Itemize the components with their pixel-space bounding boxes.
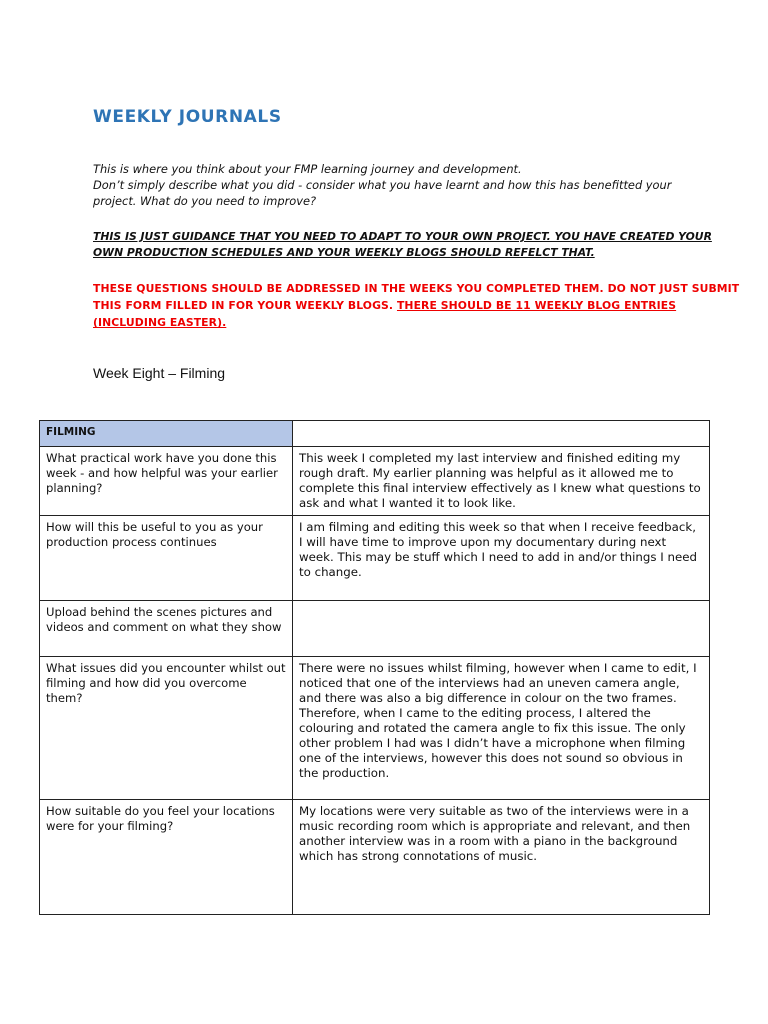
table-header-empty-cell	[293, 421, 710, 447]
table-header-row	[40, 421, 710, 447]
answer-paragraph-2: Therefore, when I came to the editing process, I altered the colouring and rotated the camera angle to fix this issue. The only other problem I had was I didn’t have a microphone when filming one of the interviews, however this does not sound so obvious in the production.	[299, 706, 686, 780]
question-cell: What practical work have you done this week - and how helpful was your earlier planning?	[40, 447, 293, 516]
table-row	[40, 800, 710, 915]
table-row	[40, 447, 710, 516]
intro-line-1: This is where you think about your FMP learning journey and development.	[93, 162, 522, 176]
question-cell: How will this be useful to you as your production process continues	[40, 516, 293, 601]
question-cell: What issues did you encounter whilst out filming and how did you overcome them?	[40, 657, 293, 800]
intro-line-2: Don’t simply describe what you did - consider what you have learnt and how this has benefitted your project. What do you need to improve?	[93, 178, 672, 208]
question-cell: Upload behind the scenes pictures and videos and comment on what they show	[40, 601, 293, 657]
table-row	[40, 657, 710, 800]
red-note-underlined-text: THERE SHOULD BE 11 WEEKLY BLOG ENTRIES (INCLUDING EASTER).	[93, 299, 677, 329]
journal-table	[39, 420, 710, 915]
intro-text	[93, 161, 713, 209]
answer-cell[interactable]: My locations were very suitable as two of the interviews were in a music recording room which is appropriate and relevant, and then another interview was in a room with a piano in the background which has strong connotations of music.	[293, 800, 710, 915]
answer-cell[interactable]: This week I completed my last interview and finished editing my rough draft. My earlier planning was helpful as it allowed me to complete this final interview effectively as I knew what questions to ask and what I wanted it to look like.	[293, 447, 710, 516]
answer-cell[interactable]: I am filming and editing this week so that when I receive feedback, I will have time to improve upon my documentary during next week. This may be stuff which I need to add in and/or things I need to change.	[293, 516, 710, 601]
table-header-cell: FILMING	[40, 421, 293, 447]
answer-cell[interactable]	[293, 601, 710, 657]
document-title: WEEKLY JOURNALS	[93, 107, 282, 127]
guidance-note: THIS IS JUST GUIDANCE THAT YOU NEED TO ADAPT TO YOUR OWN PROJECT. YOU HAVE CREATED YOUR OWN PRODUCTION SCHEDULES AND YOUR WEEKLY BLOGS SHOULD REFELCT THAT.	[93, 230, 712, 259]
red-note-text: THESE QUESTIONS SHOULD BE ADDRESSED IN THE WEEKS YOU COMPLETED THEM. DO NOT JUST SUBMIT THIS FORM FILLED IN FOR YOUR WEEKLY BLOGS.	[93, 282, 740, 312]
week-heading: Week Eight – Filming	[93, 365, 226, 381]
red-instruction-note	[93, 280, 743, 331]
question-cell: How suitable do you feel your locations were for your filming?	[40, 800, 293, 915]
table-row	[40, 516, 710, 601]
answer-cell[interactable]	[293, 657, 710, 800]
table-row	[40, 601, 710, 657]
answer-paragraph-1: There were no issues whilst filming, however when I came to edit, I noticed that one of the interviews had an uneven camera angle, and there was also a big difference in colour on the two frames.	[299, 661, 697, 705]
